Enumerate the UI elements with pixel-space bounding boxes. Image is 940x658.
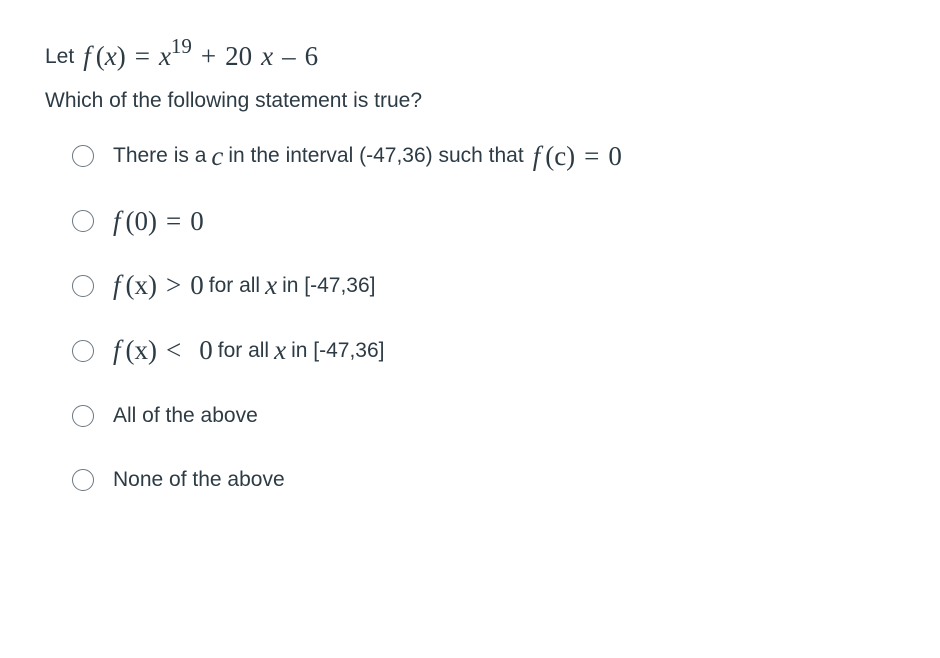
answer-options [72,124,912,513]
fn-name: f [83,40,91,71]
radio-button-1[interactable] [72,145,94,167]
fn-minus: – [282,40,296,71]
option-2-eq: = [166,205,182,236]
radio-button-3[interactable] [72,275,94,297]
option-3-rel: > [166,270,182,301]
fn-var-2: x [261,40,274,71]
radio-button-5[interactable] [72,405,94,427]
option-6[interactable] [72,448,912,513]
option-1-arg: (c) [545,140,576,171]
option-4-text-interval: in [-47,36] [291,338,385,362]
fn-var: x [104,40,117,71]
option-4[interactable] [72,318,912,383]
option-1-eq: = [584,140,600,171]
option-2-zero: 0 [190,205,204,236]
option-4-text-for: for all [217,338,270,362]
option-2-label [113,206,204,237]
option-4-fn: f [113,335,121,366]
option-5-label: All of the above [113,403,258,427]
option-2-fn: f [113,205,121,236]
option-1[interactable] [72,124,912,189]
option-1-text-before: There is a [113,144,207,168]
option-3[interactable] [72,254,912,319]
let-word: Let [45,44,75,68]
option-3-text-for: for all [208,273,261,297]
option-3-fn: f [113,270,121,301]
radio-button-6[interactable] [72,469,94,491]
option-3-math [113,270,204,301]
option-1-math [533,141,622,172]
option-3-text-interval: in [-47,36] [282,273,376,297]
option-1-var-c: c [211,140,224,171]
option-1-zero: 0 [608,140,622,171]
option-1-text-middle: in the interval (-47,36) such that [228,144,524,168]
fn-exponent: 19 [170,33,192,58]
option-3-arg: (x) [125,270,157,301]
question-block [45,30,925,118]
option-4-label [113,335,384,366]
option-2-arg: (0) [125,205,157,236]
radio-button-4[interactable] [72,340,94,362]
option-4-arg: (x) [125,335,157,366]
fn-equals: = [134,40,150,71]
option-3-var-x: x [265,270,278,301]
option-4-zero: 0 [199,335,213,366]
fn-const: 6 [304,40,319,71]
option-6-label: None of the above [113,468,285,492]
option-4-rel: < [166,335,182,366]
fn-lparen: ( [95,40,105,71]
option-1-fn: f [532,140,541,171]
option-1-label [113,141,622,172]
fn-coef: 20 [225,40,253,71]
option-2[interactable] [72,189,912,254]
option-4-math [113,335,213,366]
option-5[interactable] [72,383,912,448]
function-definition [45,30,925,82]
option-3-zero: 0 [190,270,204,301]
fn-plus: + [200,40,217,71]
fn-rparen: ) [116,40,126,71]
option-3-label [113,270,375,301]
option-4-var-x: x [274,335,287,366]
option-2-math [113,206,204,237]
fn-base: x [158,40,171,71]
function-expression [83,33,319,71]
radio-button-2[interactable] [72,210,94,232]
question-prompt: Which of the following statement is true? [45,88,423,112]
